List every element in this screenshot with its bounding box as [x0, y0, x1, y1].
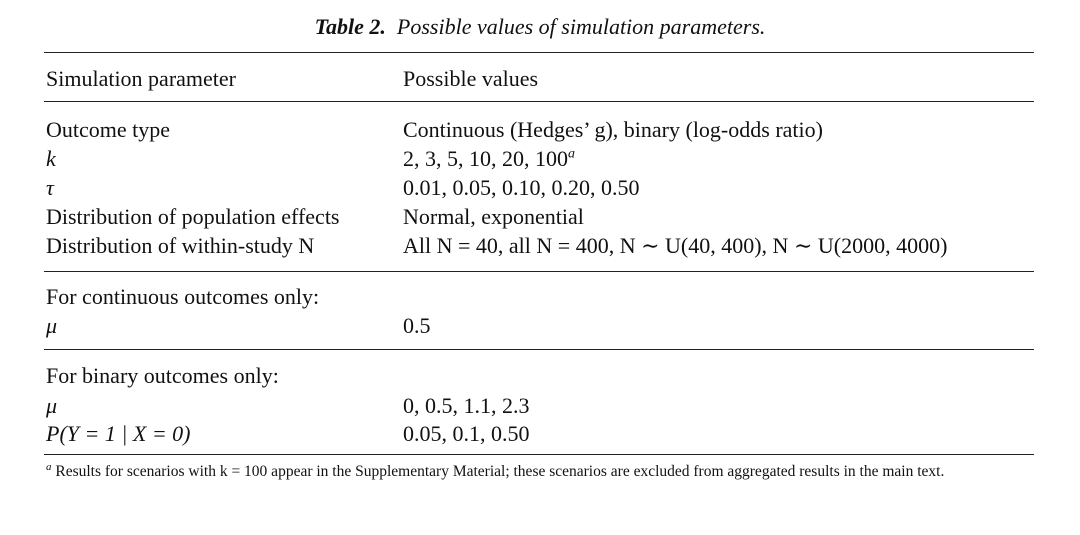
binary-section-heading: For binary outcomes only:	[46, 363, 279, 388]
row-values-k-text: 2, 3, 5, 10, 20, 100	[403, 146, 568, 171]
row-values-tau: 0.01, 0.05, 0.10, 0.20, 0.50	[403, 175, 640, 200]
header-rule	[44, 101, 1034, 102]
row-values-population-effects: Normal, exponential	[403, 204, 584, 229]
binary-section-rule	[44, 349, 1034, 350]
top-rule	[44, 52, 1034, 53]
row-param-outcome-type: Outcome type	[46, 117, 171, 142]
continuous-param-mu: μ	[46, 313, 58, 338]
binary-values-probability: 0.05, 0.1, 0.50	[403, 421, 530, 446]
row-param-population-effects: Distribution of population effects	[46, 204, 340, 229]
table-caption	[0, 14, 1080, 40]
bottom-rule	[44, 454, 1034, 455]
row-param-tau: τ	[46, 175, 54, 200]
binary-values-mu: 0, 0.5, 1.1, 2.3	[403, 393, 530, 418]
binary-param-probability: P(Y = 1 | X = 0)	[46, 421, 191, 446]
row-values-outcome-type: Continuous (Hedges’ g), binary (log-odds ratio)	[403, 117, 823, 142]
header-values: Possible values	[403, 66, 539, 91]
footnote-text: Results for scenarios with k = 100 appear in the Supplementary Material; these scenarios are excluded from aggregated results in the main text.	[55, 463, 945, 480]
continuous-values-mu: 0.5	[403, 313, 431, 338]
table-label: Table 2.	[314, 14, 386, 39]
table-title: Possible values of simulation parameters.	[396, 14, 766, 39]
row-param-k: k	[46, 146, 56, 171]
footnote-marker: a	[46, 460, 52, 473]
row-values-k-marker: a	[568, 146, 575, 162]
header-parameter: Simulation parameter	[46, 66, 236, 91]
row-values-within-study-n: All N = 40, all N = 400, N ∼ U(40, 400), N ∼ U(2000, 4000)	[403, 233, 948, 258]
row-values-k	[403, 144, 575, 173]
continuous-section-heading: For continuous outcomes only:	[46, 284, 320, 309]
continuous-section-rule	[44, 271, 1034, 272]
row-param-within-study-n: Distribution of within-study N	[46, 233, 315, 258]
binary-param-mu: μ	[46, 393, 58, 418]
table-footnote	[46, 460, 945, 481]
